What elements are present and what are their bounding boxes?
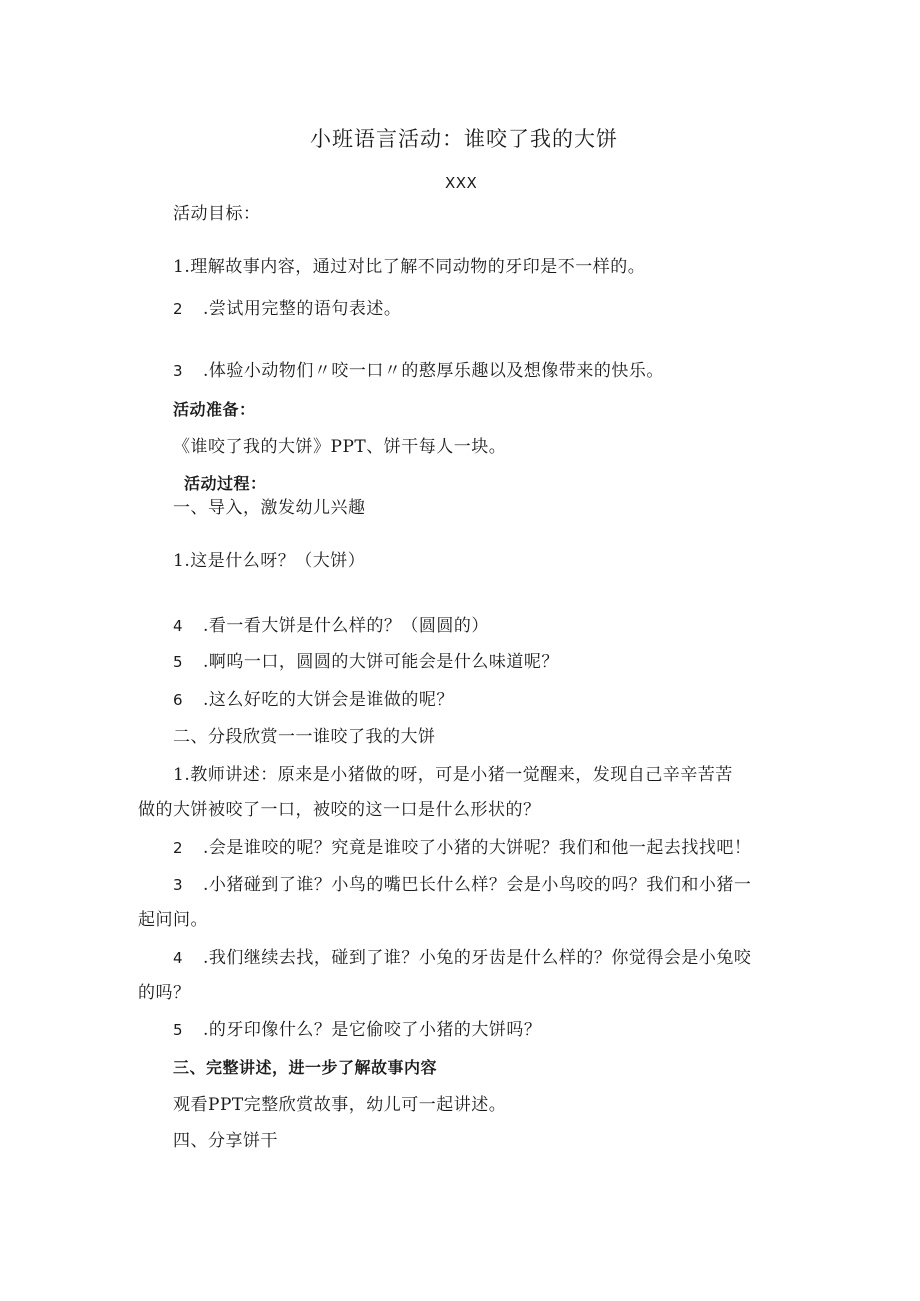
part2-p1-line2: 做的大饼被咬了一口，被咬的这一口是什么形状的？ — [138, 800, 541, 820]
part2-p4-line2: 的吗？ — [138, 983, 191, 1003]
part2-p3-text: .小猪碰到了谁？小鸟的嘴巴长什么样？会是小鸟咬的吗？我们和小猪一 — [203, 875, 752, 895]
goal-item-3 — [173, 360, 664, 382]
goal-item-1: 1.理解故事内容，通过对比了解不同动物的牙印是不一样的。 — [173, 257, 646, 277]
part2-p2-num: 2 — [173, 839, 184, 857]
part4-title: 四、分享饼干 — [173, 1131, 278, 1151]
part1-q4-num: 4 — [173, 617, 184, 635]
part1-q5 — [173, 651, 559, 673]
goal-item-3-text: .体验小动物们〃咬一口〃的憨厚乐趣以及想像带来的快乐。 — [203, 361, 664, 381]
part2-p2-text: .会是谁咬的呢？究竟是谁咬了小猪的大饼呢？我们和他一起去找找吧！ — [203, 838, 752, 858]
part1-q6 — [173, 689, 454, 711]
part2-p3-num: 3 — [173, 876, 184, 894]
part1-q1: 1.这是什么呀？（大饼） — [173, 551, 366, 571]
part2-p3-line1 — [173, 874, 751, 896]
prep-text: 《谁咬了我的大饼》PPT、饼干每人一块。 — [173, 437, 507, 457]
part2-title: 二、分段欣赏一一谁咬了我的大饼 — [173, 727, 436, 747]
part1-q6-text: .这么好吃的大饼会是谁做的呢？ — [203, 690, 454, 710]
part2-p4-num: 4 — [173, 949, 184, 967]
goal-item-2-num: 2 — [173, 300, 184, 318]
part1-q4 — [173, 615, 489, 637]
part1-q6-num: 6 — [173, 691, 184, 709]
part2-p4-text: .我们继续去找，碰到了谁？小兔的牙齿是什么样的？你觉得会是小兔咬 — [203, 948, 752, 968]
part2-p1-line1: 1.教师讲述：原来是小猪做的呀，可是小猪一觉醒来，发现自己辛辛苦苦 — [173, 765, 733, 785]
goal-item-3-num: 3 — [173, 362, 184, 380]
document-title: 小班语言活动：谁咬了我的大饼 — [310, 127, 618, 151]
part2-p5-text: .的牙印像什么？是它偷咬了小猪的大饼吗？ — [203, 1020, 542, 1040]
goal-item-2-text: .尝试用完整的语句表述。 — [203, 299, 402, 319]
goals-heading: 活动目标： — [173, 204, 261, 224]
part3-title: 三、完整讲述，进一步了解故事内容 — [173, 1058, 438, 1077]
part3-text: 观看PPT完整欣赏故事，幼儿可一起讲述。 — [173, 1095, 507, 1115]
author: XXX — [445, 174, 478, 192]
part1-q4-text: .看一看大饼是什么样的？（圆圆的） — [203, 616, 489, 636]
part2-p3-line2: 起问问。 — [138, 910, 208, 930]
part2-p2 — [173, 837, 751, 859]
part1-q5-text: .啊呜一口，圆圆的大饼可能会是什么味道呢？ — [203, 652, 559, 672]
process-heading: 活动过程： — [184, 474, 267, 493]
goal-item-2 — [173, 298, 401, 320]
part2-p4-line1 — [173, 947, 751, 969]
part2-p5 — [173, 1019, 541, 1041]
part2-p5-num: 5 — [173, 1021, 184, 1039]
prep-heading: 活动准备： — [173, 400, 256, 419]
part1-title: 一、导入，激发幼儿兴趣 — [173, 498, 366, 518]
part1-q5-num: 5 — [173, 653, 184, 671]
